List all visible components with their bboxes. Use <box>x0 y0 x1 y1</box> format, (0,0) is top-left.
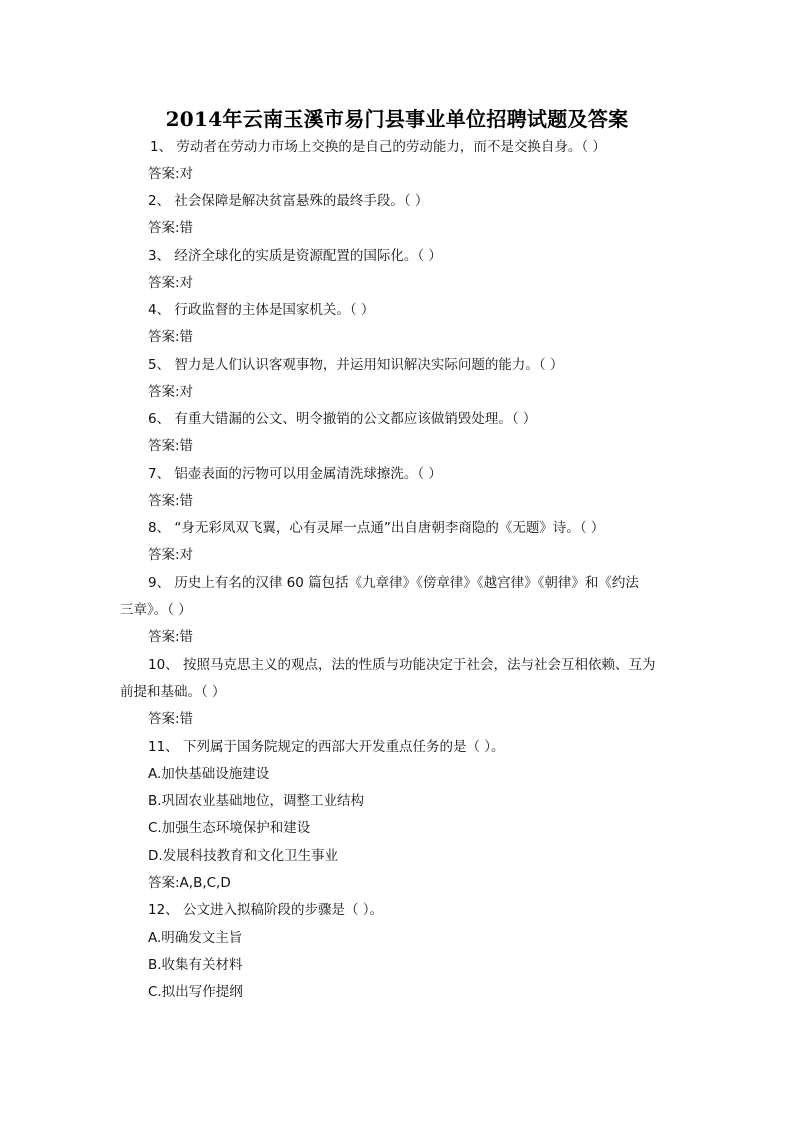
answer-10: 答案:错 <box>148 711 194 727</box>
question-5: 5、 智力是人们认识客观事物，并运用知识解决实际问题的能力。（ ） <box>148 357 564 373</box>
option-11-a: A.加快基础设施建设 <box>148 766 270 782</box>
question-10: 10、 按照马克思主义的观点，法的性质与功能决定于社会，法与社会互相依赖、互为 <box>148 657 656 673</box>
question-9: 9、 历史上有名的汉律 60 篇包括《九章律》《傍章律》《越宫律》《朝律》和《约法 <box>148 575 639 591</box>
option-12-b: B.收集有关材料 <box>148 957 243 973</box>
answer-8: 答案:对 <box>148 547 194 563</box>
option-11-b: B.巩固农业基础地位，调整工业结构 <box>148 793 365 809</box>
answer-4: 答案:错 <box>148 329 194 345</box>
question-1: 1、 劳动者在劳动力市场上交换的是自己的劳动能力，而不是交换自身。（ ） <box>150 139 606 155</box>
question-3: 3、 经济全球化的实质是资源配置的国际化。（ ） <box>148 248 442 264</box>
answer-2: 答案:错 <box>148 220 194 236</box>
option-12-c: C.拟出写作提纲 <box>148 984 243 1000</box>
answer-9: 答案:错 <box>148 629 194 645</box>
page-title: 2014年云南玉溪市易门县事业单位招聘试题及答案 <box>165 107 629 131</box>
question-9-continued: 三章》。（ ） <box>120 602 192 618</box>
question-6: 6、 有重大错漏的公文、明令撤销的公文都应该做销毁处理。（ ） <box>148 411 537 427</box>
answer-11: 答案:A,B,C,D <box>148 875 231 891</box>
option-11-d: D.发展科技教育和文化卫生事业 <box>148 848 339 864</box>
answer-1: 答案:对 <box>148 166 194 182</box>
answer-7: 答案:错 <box>148 493 194 509</box>
question-2: 2、 社会保障是解决贫富悬殊的最终手段。（ ） <box>148 193 429 209</box>
question-7: 7、 铝壶表面的污物可以用金属清洗球擦洗。（ ） <box>148 466 442 482</box>
answer-3: 答案:对 <box>148 275 194 291</box>
question-10-continued: 前提和基础。（ ） <box>120 684 226 700</box>
answer-5: 答案:对 <box>148 384 194 400</box>
question-12: 12、 公文进入拟稿阶段的步骤是（ ）。 <box>148 902 384 918</box>
answer-6: 答案:错 <box>148 438 194 454</box>
question-11: 11、 下列属于国务院规定的西部大开发重点任务的是（ ）。 <box>148 739 505 755</box>
option-11-c: C.加强生态环境保护和建设 <box>148 820 311 836</box>
question-8: 8、 “身无彩凤双飞翼，心有灵犀一点通”出自唐朝李商隐的《无题》诗。（ ） <box>148 520 605 536</box>
question-4: 4、 行政监督的主体是国家机关。（ ） <box>148 302 375 318</box>
option-12-a: A.明确发文主旨 <box>148 930 243 946</box>
